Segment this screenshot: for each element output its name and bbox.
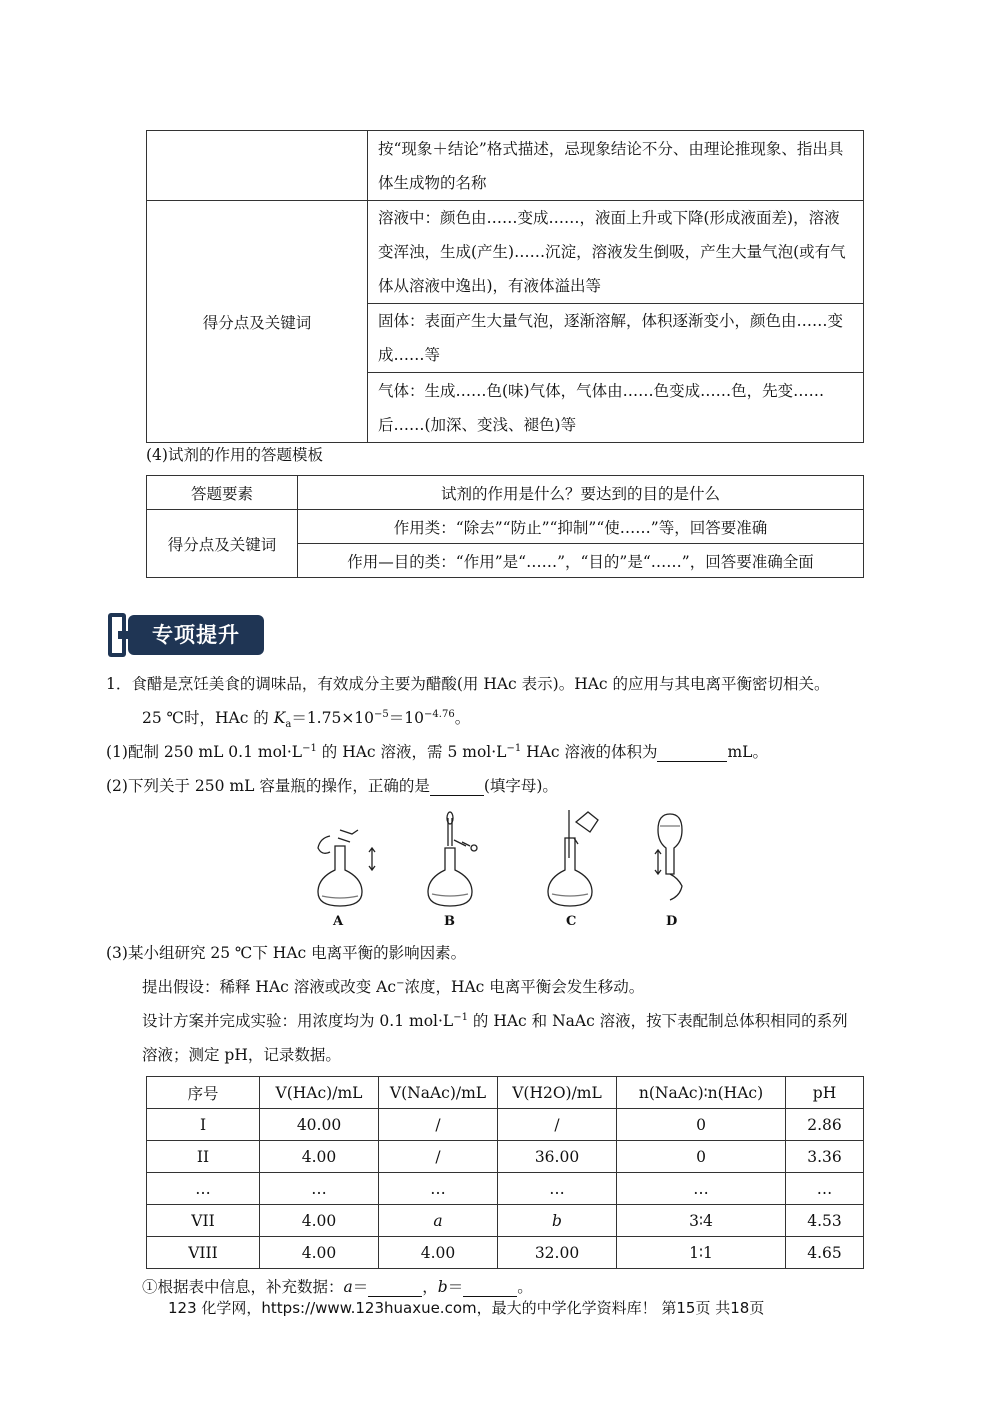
role-purpose-row: 作用—目的类：“作用”是“……”，“目的”是“……”，回答要准确全面	[298, 544, 864, 578]
volumetric-flask-figure	[300, 808, 700, 920]
page-footer: 123 化学网，https://www.123huaxue.com，最大的中学化学资料库！ 第15页 共18页	[168, 1299, 765, 1317]
design-line-1: 设计方案并完成实验：用浓度均为 0.1 $mol\cdot L^{-1}$ 的 HAc 和 NaAc 溶液，按下表配制总体积相同的系列	[142, 1011, 848, 1030]
q1-part1: (1)配制 250 mL 0.1 $mol\cdot L^{-1}$ 的 HAc 溶液，需 5 $mol\cdot L^{-1}$ HAc 溶液的体积为 mL。	[106, 742, 768, 761]
reagent-role-table	[146, 475, 864, 578]
gas-keywords: 气体：生成……色(味)气体，气体由……色变成……色，先变……后……(加深、变浅、褪色)等	[368, 373, 864, 443]
col-header: V(HAc)/mL	[260, 1077, 379, 1109]
hypothesis: 提出假设：稀释 HAc 溶液或改变 Ac−浓度，HAc 电离平衡会发生移动。	[142, 977, 645, 996]
q1-part3: (3)某小组研究 25 ℃下 HAc 电离平衡的影响因素。	[106, 944, 467, 962]
answer-blank[interactable]	[657, 743, 727, 762]
table-row: VII 4.00 a b 3∶4 4.53	[147, 1205, 864, 1237]
format-note: 按“现象＋结论”格式描述，忌现象结论不分、由理论推现象、指出具体生成物的名称	[368, 131, 864, 201]
flask-a-icon	[318, 830, 375, 906]
solution-keywords: 溶液中：颜色由……变成……，液面上升或下降(形成液面差)，溶液变浑浊，生成(产生)……沉淀，溶液发生倒吸，产生大量气泡(或有气体从溶液中逸出)，有液体溢出等	[368, 201, 864, 304]
flask-c-icon	[548, 810, 598, 906]
section-banner	[108, 613, 266, 657]
answer-blank-a[interactable]	[368, 1278, 422, 1297]
table-row: VIII 4.00 4.00 32.00 1∶1 4.65	[147, 1237, 864, 1269]
q1-intro: 1．食醋是烹饪美食的调味品，有效成分主要为醋酸(用 HAc 表示)。HAc 的应用与其电离平衡密切相关。	[106, 675, 830, 693]
col-header: 序号	[147, 1077, 260, 1109]
experiment-data-table	[146, 1076, 864, 1269]
score-keywords-label: 得分点及关键词	[147, 201, 368, 443]
q1-part2: (2)下列关于 250 mL 容量瓶的操作，正确的是 (填字母)。	[106, 777, 558, 795]
design-line-2: 溶液；测定 pH，记录数据。	[142, 1046, 341, 1064]
role-row: 作用类：“除去”“防止”“抑制”“使……”等，回答要准确	[298, 510, 864, 544]
flask-b-icon	[428, 812, 477, 906]
section-4-title: (4)试剂的作用的答题模板	[146, 446, 323, 464]
ka-line: 25 ℃时，HAc 的 $K_a=1.75\times 10^{-5}=10^{-4.76}$。	[142, 708, 471, 731]
header-text: 试剂的作用是什么？要达到的目的是什么	[298, 476, 864, 510]
flask-d-icon	[655, 814, 682, 900]
solid-keywords: 固体：表面产生大量气泡，逐渐溶解，体积逐渐变小，颜色由……变成……等	[368, 304, 864, 373]
answer-blank[interactable]	[430, 777, 484, 796]
col-header: V(NaAc)/mL	[379, 1077, 498, 1109]
table-row: II 4.00 / 36.00 0 3.36	[147, 1141, 864, 1173]
col-header: n(NaAc)∶n(HAc)	[617, 1077, 786, 1109]
fill-in-line: ①根据表中信息，补充数据：a＝ ，b＝ 。	[142, 1278, 533, 1296]
answer-template-table	[146, 130, 864, 443]
score-keywords-label: 得分点及关键词	[147, 510, 298, 578]
banner-title: 专项提升	[128, 615, 264, 655]
answer-blank-b[interactable]	[463, 1278, 517, 1297]
table-row: … … … … … …	[147, 1173, 864, 1205]
col-header: pH	[786, 1077, 864, 1109]
table-row: I 40.00 / / 0 2.86	[147, 1109, 864, 1141]
header-label: 答题要素	[147, 476, 298, 510]
col-header: V(H2O)/mL	[498, 1077, 617, 1109]
